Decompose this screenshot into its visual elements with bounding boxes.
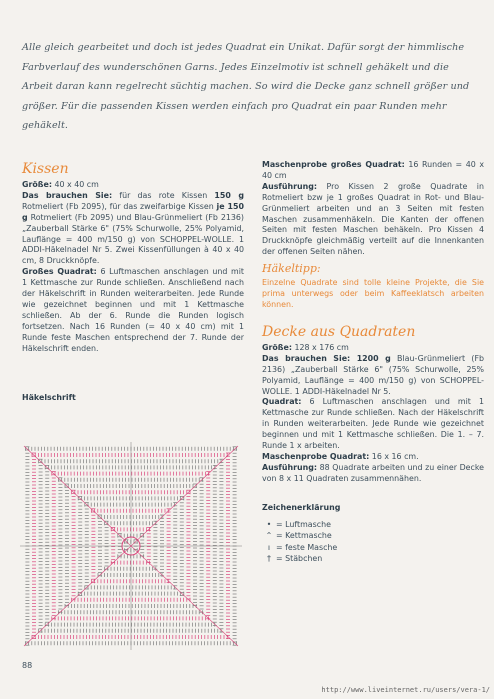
staebchen-symbol-icon: † bbox=[267, 554, 271, 564]
kissen-large-square: Großes Quadrat: 6 Luftmaschen anschlagen und mit 1 Kettmasche zur Runde schließen. Anschließend nach der Häkelschrift in Runden weiterarbeiten. Jede Runde wie gezeichnet beginnen und mit 1 Kettmasche schließen. Ab der 6. Runde die Runden logisch fortsetzen. Nach 16 Runden (= 40 x 40 cm) mit 1 Runde feste Maschen entsprechend der 7. Runde der Häkelschrift enden. bbox=[22, 267, 244, 353]
legend-item: † = Stäbchen bbox=[262, 554, 484, 566]
decke-heading: Decke aus Quadraten bbox=[262, 323, 416, 340]
kissen-size: Größe: 40 x 40 cm bbox=[22, 180, 99, 189]
page-number: 88 bbox=[22, 661, 33, 670]
legend-item: ı = feste Masche bbox=[262, 543, 484, 555]
luftmasche-symbol-icon: • bbox=[266, 519, 272, 529]
decke-probe: Maschenprobe Quadrat: 16 x 16 cm. bbox=[262, 451, 419, 461]
tipp-text: Einzelne Quadrate sind tolle kleine Projekte, die Sie prima unterwegs oder beim Kaffeeklatsch arbeiten können. bbox=[262, 278, 484, 309]
probe-large: Maschenprobe großes Quadrat: 16 Runden = 40 x 40 cm bbox=[262, 160, 484, 180]
decke-quadrat: Quadrat: 6 Luftmaschen anschlagen und mit 1 Kettmasche zur Runde schließen. Nach der Häkelschrift in Runden weiterarbeiten. Jede Runde wie gezeichnet beginnen und mit 1 Kettmasche schließen. Die 1. – 7. Runde 1 x arbeiten. bbox=[262, 397, 484, 451]
left-column bbox=[22, 160, 244, 403]
right-column bbox=[262, 160, 484, 566]
zeichen-heading: Zeichenerklärung bbox=[262, 502, 341, 512]
footer-url: http://www.liveinternet.ru/users/vera-1/ bbox=[321, 686, 490, 694]
tipp-heading: Häkeltipp: bbox=[262, 262, 321, 276]
kissen-materials: Das brauchen Sie: für das rote Kissen 150 g Rotmeliert (Fb 2095), für das zweifarbige Kissen je 150 g Rotmeliert (Fb 2095) und Blau-Grünmeliert (Fb 2136) „Zauberball Stärke 6" (75% Schurwolle, 25% Polyamid, Lauflänge = 400 m/150 g) von SCHOPPEL-WOLLE. 1 ADDI-Häkelnadel Nr 5. Zwei Kissenfüllungen à 40 x 40 cm, 8 Druckknöpfe. bbox=[22, 190, 244, 266]
intro-text: Alle gleich gearbeitet und doch ist jedes Quadrat ein Unikat. Dafür sorgt der himmlische Farbverlauf des wunderschönen Garns. Jedes Einzelmotiv ist schnell gehäkelt und die Arbeit daran kann regelrecht süchtig machen. So wird die Decke ganz schnell größer und größer. Für die passenden Kissen werden einfach pro Quadrat ein paar Runden mehr gehäkelt. bbox=[22, 42, 470, 131]
kissen-heading: Kissen bbox=[22, 161, 69, 177]
kissen-execution: Ausführung: Pro Kissen 2 große Quadrate in Rotmeliert bzw je 1 großes Quadrat in Rot- und Blau-Grünmeliert arbeiten und an 3 Seiten mit festen Maschen zusammenhäkeln. Die Kanten der offenen Seiten mit festen Maschen behäkeln. Pro Kissen 4 Druckknöpfe gleichmäßig verteilt auf die Innenkanten der offenen Seiten nähen. bbox=[262, 181, 484, 257]
symbol-legend bbox=[262, 520, 484, 566]
decke-size: Größe: 128 x 176 cm bbox=[262, 342, 349, 352]
haekelschrift-label: Häkelschrift bbox=[22, 392, 76, 402]
decke-materials: Das brauchen Sie: 1200 g Blau-Grünmeliert (Fb 2136) „Zauberball Stärke 6" (75% Schurwolle, 25% Polyamid, Lauflänge = 400 m/150 g) von SCHOPPEL-WOLLE. 1 ADDI-Häkelnadel Nr 5. bbox=[262, 353, 484, 396]
kettmasche-symbol-icon: ⌃ bbox=[265, 531, 273, 541]
decke-execution: Ausführung: 88 Quadrate arbeiten und zu einer Decke von 8 x 11 Quadraten zusammennähen. bbox=[262, 462, 484, 483]
legend-item: ⌃ = Kettmasche bbox=[262, 531, 484, 543]
feste-masche-symbol-icon: ı bbox=[267, 542, 271, 552]
legend-item: • = Luftmasche bbox=[262, 520, 484, 532]
crochet-chart-diagram bbox=[20, 442, 242, 650]
